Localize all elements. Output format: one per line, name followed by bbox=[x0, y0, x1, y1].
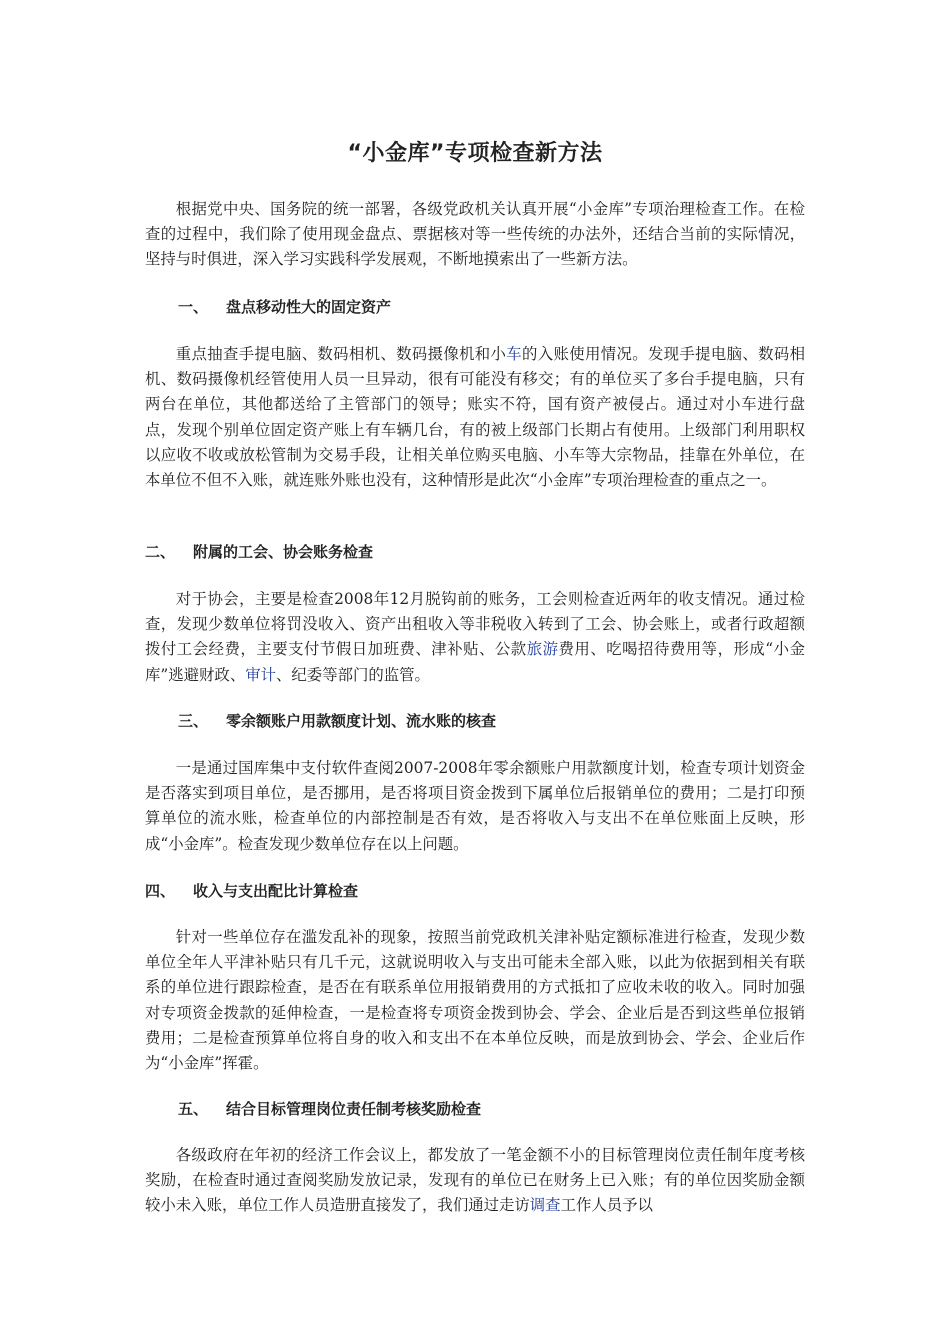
section-3-number: 三、 bbox=[178, 712, 209, 730]
section-4-heading bbox=[145, 880, 358, 901]
section-1-text-a: 重点抽查手提电脑、数码相机、数码摄像机和小 bbox=[175, 345, 507, 363]
tourism-link[interactable]: 旅游 bbox=[526, 640, 559, 659]
section-5-text-b: 工作人员予以 bbox=[560, 1196, 653, 1215]
section-1-paragraph bbox=[145, 342, 805, 493]
section-2-number: 二、 bbox=[145, 543, 176, 561]
section-2-title: 附属的工会、协会账务检查 bbox=[193, 543, 374, 561]
section-5-number: 五、 bbox=[178, 1100, 209, 1118]
section-4-title: 收入与支出配比计算检查 bbox=[193, 882, 359, 900]
document-title: “小金库”专项检查新方法 bbox=[347, 141, 603, 166]
section-2-paragraph bbox=[145, 587, 805, 688]
section-2-text-b: 费用、吃喝招待费用等，形成“小金库”逃避财政、 bbox=[145, 640, 805, 684]
car-link[interactable]: 车 bbox=[506, 345, 523, 363]
investigation-link[interactable]: 调查 bbox=[529, 1196, 561, 1215]
section-4-number: 四、 bbox=[145, 882, 176, 900]
section-2-text-a: 对于协会，主要是检查2008年12月脱钩前的账务，工会则检查近两年的收支情况。通过检查，发现少数单位将罚没收入、资产出租收入等非税收入转到了工会、协会账上，或者行政超额拨付工会经费，主要支付节假日加班费、津补贴、公款 bbox=[145, 590, 805, 659]
section-5-title: 结合目标管理岗位责任制考核奖励检查 bbox=[226, 1100, 482, 1118]
section-1-text-b: 的入账使用情况。发现手提电脑、数码相机、数码摄像机经管使用人员一旦异动，很有可能没有移交；有的单位买了多台手提电脑，只有两台在单位，其他都送给了主管部门的领导；账实不符，国有资产被侵占。通过对小车进行盘点，发现个别单位固定资产账上有车辆几台，有的被上级部门长期占有使用。上级部门利用职权以应收不收或放松管制为交易手段，让相关单位购买电脑、小车等大宗物品，挂靠在外单位，在本单位不但不入账，就连账外账也没有，这种情形是此次“小金库”专项治理检查的重点之一。 bbox=[145, 345, 805, 490]
section-4-paragraph: 针对一些单位存在滥发乱补的现象，按照当前党政机关津补贴定额标准进行检查，发现少数单位全年人平津补贴只有几千元，这就说明收入与支出可能未全部入账，以此为依据到相关有联系的单位进行跟踪检查，是否在有联系单位用报销费用的方式抵扣了应收未收的收入。同时加强对专项资金拨款的延伸检查，一是检查将专项资金拨到协会、学会、企业后是否到这些单位报销费用；二是检查预算单位将自身的收入和支出不在本单位反映，而是放到协会、学会、企业后作为“小金库”挥霍。 bbox=[145, 928, 805, 1073]
section-5-text-a: 各级政府在年初的经济工作会议上，都发放了一笔金额不小的目标管理岗位责任制年度考核奖励，在检查时通过查阅奖励发放记录，发现有的单位已在财务上已入账；有的单位因奖励金额较小未入账，单位工作人员造册直接发了，我们通过走访 bbox=[145, 1146, 805, 1215]
section-2-text-c: 、纪委等部门的监管。 bbox=[276, 665, 430, 684]
section-3-paragraph: 一是通过国库集中支付软件查阅2007-2008年零余额账户用款额度计划，检查专项计划资金是否落实到项目单位，是否挪用，是否将项目资金拨到下属单位后报销单位的费用；二是打印预算单位的流水账，检查单位的内部控制是否有效，是否将收入与支出不在单位账面上反映，形成“小金库”。检查发现少数单位存在以上问题。 bbox=[145, 759, 805, 853]
section-5-paragraph bbox=[145, 1143, 805, 1219]
section-5-heading bbox=[178, 1098, 481, 1119]
section-3-heading bbox=[178, 710, 496, 731]
section-1-heading bbox=[178, 296, 391, 317]
audit-link[interactable]: 审计 bbox=[245, 665, 277, 684]
section-1-number: 一、 bbox=[178, 298, 209, 316]
section-2-heading bbox=[145, 541, 373, 562]
section-1-title: 盘点移动性大的固定资产 bbox=[226, 298, 392, 316]
intro-paragraph: 根据党中央、国务院的统一部署，各级党政机关认真开展“小金库”专项治理检查工作。在检查的过程中，我们除了使用现金盘点、票据核对等一些传统的办法外，还结合当前的实际情况，坚持与时俱进，深入学习实践科学发展观，不断地摸索出了一些新方法。 bbox=[145, 200, 805, 269]
section-3-title: 零余额账户用款额度计划、流水账的核查 bbox=[226, 712, 497, 730]
